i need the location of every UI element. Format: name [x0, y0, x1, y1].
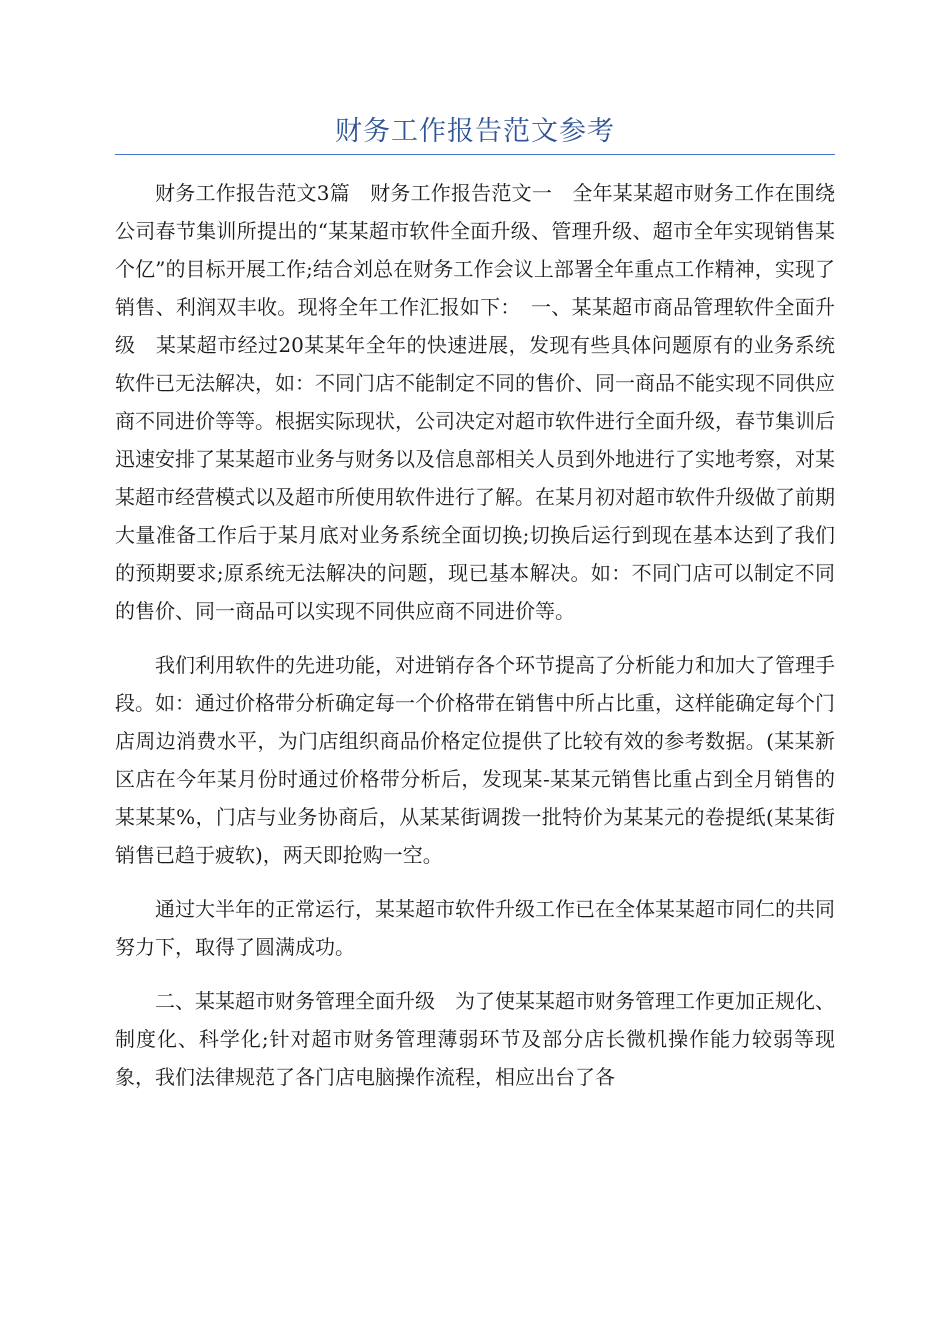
- paragraph-4: 二、某某超市财务管理全面升级 为了使某某超市财务管理工作更加正规化、制度化、科学化;针对超市财务管理薄弱环节及部分店长微机操作能力较弱等现象，我们法律规范了各门店电脑操作流程，相应出台了各: [115, 989, 835, 1089]
- title-divider: [115, 154, 835, 155]
- paragraph-1: 财务工作报告范文3篇 财务工作报告范文一 全年某某超市财务工作在围绕公司春节集训所提出的“某某超市软件全面升级、管理升级、超市全年实现销售某个亿”的目标开展工作;结合刘总在财务工作会议上部署全年重点工作精神，实现了销售、利润双丰收。现将全年工作汇报如下： 一、某某超市商品管理软件全面升级 某某超市经过20某某年全年的快速进展，发现有些具体问题原有的业务系统软件已无法解决，如：不同门店不能制定不同的售价、同一商品不能实现不同供应商不同进价等等。根据实际现状，公司决定对超市软件进行全面升级，春节集训后迅速安排了某某超市业务与财务以及信息部相关人员到外地进行了实地考察，对某某超市经营模式以及超市所使用软件进行了解。在某月初对超市软件升级做了前期大量准备工作后于某月底对业务系统全面切换;切换后运行到现在基本达到了我们的预期要求;原系统无法解决的问题，现已基本解决。如：不同门店可以制定不同的售价、同一商品可以实现不同供应商不同进价等。: [115, 181, 835, 623]
- paragraph-2: 我们利用软件的先进功能，对进销存各个环节提高了分析能力和加大了管理手段。如：通过价格带分析确定每一个价格带在销售中所占比重，这样能确定每个门店周边消费水平，为门店组织商品价格定位提供了比较有效的参考数据。(某某新区店在今年某月份时通过价格带分析后，发现某-某某元销售比重占到全月销售的某某某%，门店与业务协商后，从某某街调拨一批特价为某某元的卷提纸(某某街销售已趋于疲软)，两天即抢购一空。: [115, 653, 835, 867]
- paragraph-3: 通过大半年的正常运行，某某超市软件升级工作已在全体某某超市同仁的共同努力下，取得了圆满成功。: [115, 897, 835, 959]
- document-title: 财务工作报告范文参考: [335, 116, 615, 147]
- document-body: [115, 174, 835, 1112]
